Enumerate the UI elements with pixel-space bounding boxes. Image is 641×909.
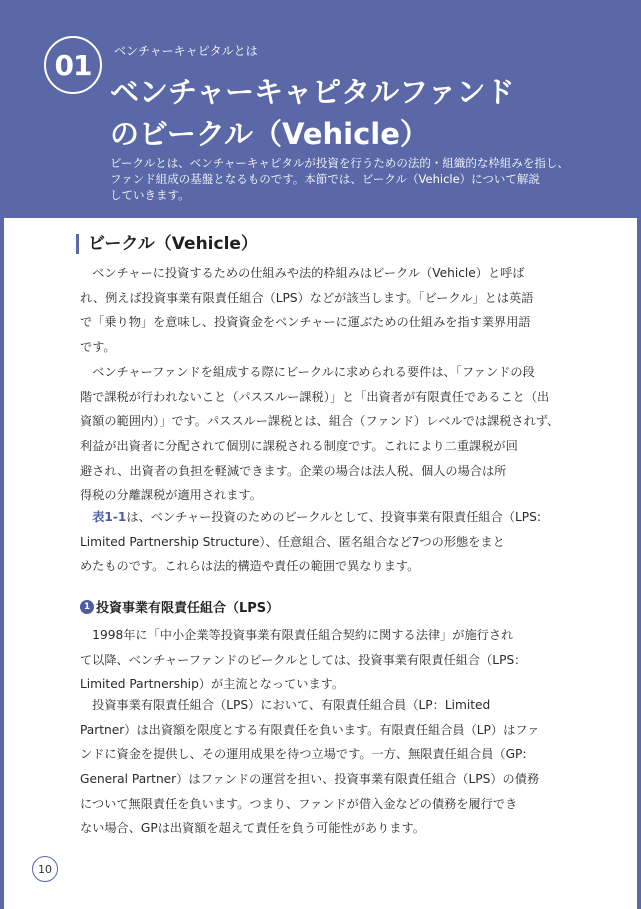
lead-line: ファンド組成の基盤となるものです。本節では、ビークル（Vehicle）について解説 bbox=[110, 172, 540, 186]
page-title-line-2: のビークル（Vehicle） bbox=[110, 117, 429, 151]
body-paragraph bbox=[80, 505, 560, 579]
page-title-line-1: ベンチャーキャピタルファンド bbox=[110, 75, 515, 109]
paragraph-line: 避され、出資者の負担を軽減できます。企業の場合は法人税、個人の場合は所 bbox=[80, 463, 507, 478]
chapter-header bbox=[0, 0, 641, 218]
paragraph-line: 階で課税が行われないこと（パススルー課税）」と「出資者が有限責任であること（出 bbox=[80, 389, 550, 404]
paragraph-line: ンドに資金を提供し、その運用成果を待つ立場です。一方、無限責任組合員（GP: bbox=[80, 747, 527, 762]
paragraph-line: ない場合、GPは出資額を超えて責任を負う可能性があります。 bbox=[80, 821, 425, 836]
chapter-label: ベンチャーキャピタルとは bbox=[114, 44, 258, 58]
paragraph-line: General Partner）はファンドの運営を担い、投資事業有限責任組合（LPS）の債務 bbox=[80, 772, 540, 787]
body-paragraph bbox=[80, 360, 560, 508]
subsection-heading bbox=[80, 597, 279, 616]
body-paragraph bbox=[80, 261, 560, 360]
paragraph-line: て以降、ベンチャーファンドのビークルとしては、投資事業有限責任組合（LPS： bbox=[80, 652, 527, 667]
paragraph-line: 得税の分離課税が適用されます。 bbox=[80, 488, 262, 503]
paragraph-line: です。 bbox=[80, 340, 116, 355]
paragraph-line: Limited Partnership Structure）、任意組合、匿名組合など7つの形態をまと bbox=[80, 534, 505, 549]
numbered-bullet-icon: 1 bbox=[80, 600, 94, 614]
paragraph-line bbox=[80, 505, 560, 530]
paragraph-line: ベンチャーに投資するための仕組みや法的枠組みはビークル（Vehicle）と呼ば bbox=[80, 266, 525, 280]
lead-line: していきます。 bbox=[110, 188, 190, 202]
subsection-title: 投資事業有限責任組合（LPS） bbox=[96, 601, 280, 616]
paragraph-line: 1998年に「中小企業等投資事業有限責任組合契約に関する法律」が施行され bbox=[80, 628, 514, 642]
right-page-border bbox=[637, 218, 641, 909]
paragraph-line: Partner）は出資額を限度とする有限責任を負います。有限責任組合員（LP）はファ bbox=[80, 722, 540, 737]
lead-line: ビークルとは、ベンチャーキャピタルが投資を行うための法的・組織的な枠組みを指し、 bbox=[110, 156, 569, 170]
page-number: 10 bbox=[32, 856, 58, 882]
paragraph-line: について無限責任を負います。つまり、ファンドが借入金などの債務を履行でき bbox=[80, 796, 518, 811]
paragraph-line: めたものです。これらは法的構造や責任の範囲で異なります。 bbox=[80, 559, 420, 574]
left-page-border bbox=[0, 218, 4, 909]
paragraph-line: Limited Partnership）が主流となっています。 bbox=[80, 677, 345, 692]
paragraph-line: で「乗り物」を意味し、投資資金をベンチャーに運ぶための仕組みを指す業界用語 bbox=[80, 315, 531, 330]
paragraph-line: 投資事業有限責任組合（LPS）において、有限責任組合員（LP：Limited bbox=[80, 698, 491, 712]
body-paragraph bbox=[80, 693, 560, 841]
section-heading: ビークル（Vehicle） bbox=[76, 234, 258, 254]
paragraph-line: れ、例えば投資事業有限責任組合（LPS）などが該当します。「ビークル」とは英語 bbox=[80, 290, 534, 305]
table-reference-link[interactable]: 表1-1 bbox=[92, 510, 127, 524]
paragraph-line: 利益が出資者に分配されて個別に課税される制度です。これにより二重課税が回 bbox=[80, 439, 518, 454]
paragraph-line: 資額の範囲内）」です。パススルー課税とは、組合（ファンド）レベルでは課税されず、 bbox=[80, 414, 560, 429]
body-paragraph bbox=[80, 623, 560, 697]
lead-text bbox=[110, 155, 570, 203]
paragraph-text: は、ベンチャー投資のためのビークルとして、投資事業有限責任組合（LPS: bbox=[126, 510, 541, 524]
chapter-number-badge: 01 bbox=[44, 36, 102, 94]
paragraph-line: ベンチャーファンドを組成する際にビークルに求められる要件は、「ファンドの段 bbox=[80, 365, 535, 379]
